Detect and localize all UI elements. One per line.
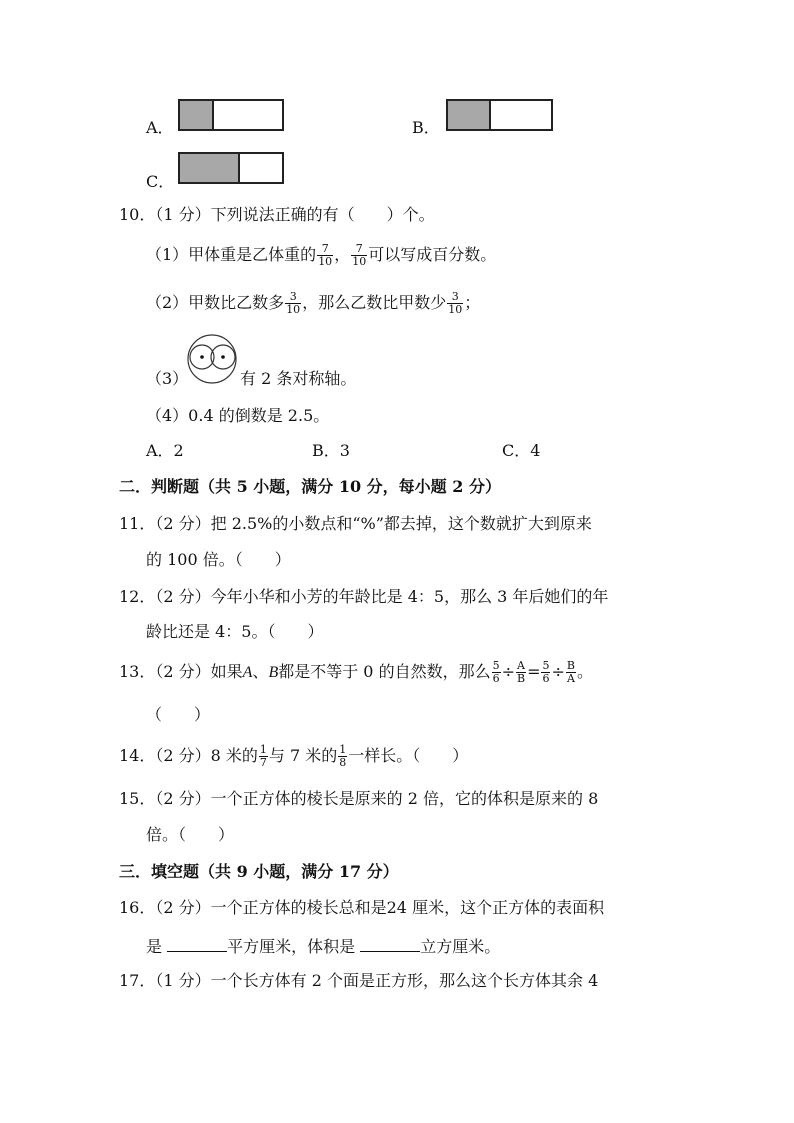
- fraction: [566, 660, 576, 685]
- q10-s2-text: （2）甲数比乙数多: [146, 293, 285, 312]
- q13-text: 13．（2 分）如果: [119, 662, 243, 681]
- option-a-shaded-part: [180, 101, 214, 129]
- q15-line-2: 倍。（ ）: [146, 825, 235, 844]
- fraction-numerator: 7: [355, 242, 363, 255]
- q14-line: [119, 744, 468, 769]
- q16-line-1: 16．（2 分）一个正方体的棱长总和是24 厘米，这个正方体的表面积: [119, 898, 605, 917]
- q14-end: 一样长。（ ）: [348, 746, 469, 765]
- q14-text: 14．（2 分）8 米的: [119, 746, 258, 765]
- q13-mid: 都是不等于 0 的自然数，那么: [278, 662, 491, 681]
- section-2-heading: 二．判断题（共 5 小题，满分 10 分，每小题 2 分）: [119, 477, 501, 496]
- divide-sign: ÷: [551, 662, 565, 681]
- q13-sep: 、: [252, 662, 269, 681]
- fraction-denominator: 10: [352, 255, 367, 268]
- option-b-shaded-part: [448, 101, 491, 129]
- option-a-label: A．: [146, 118, 174, 137]
- fraction-denominator: 7: [259, 756, 267, 769]
- option-b-label: B．: [412, 118, 440, 137]
- section-3-heading: 三．填空题（共 9 小题，满分 17 分）: [119, 862, 399, 881]
- q13-line-2: （ ）: [146, 705, 211, 724]
- q12-line-1: 12．（2 分）今年小华和小芳的年龄比是 4：5，那么 3 年后她们的年: [119, 587, 609, 606]
- q10-option-b: B．3: [312, 441, 350, 460]
- fraction-denominator: 6: [492, 672, 500, 685]
- option-a-bar: [178, 99, 284, 131]
- fraction-numerator: 5: [542, 659, 550, 672]
- q10-s2-end: ；: [464, 293, 481, 312]
- answer-blank-area[interactable]: [167, 935, 227, 952]
- two-circles-figure: [183, 333, 243, 385]
- fraction-denominator: B: [516, 672, 526, 685]
- q16-text: 是: [146, 937, 168, 956]
- fraction: [516, 660, 526, 685]
- fraction-denominator: 10: [318, 255, 333, 268]
- answer-blank-volume[interactable]: [360, 935, 420, 952]
- q10-stem: 10．（1 分）下列说法正确的有（ ）个。: [119, 205, 435, 224]
- option-c-bar: [178, 152, 284, 184]
- fraction-numerator: 1: [259, 743, 267, 756]
- equals-sign: =: [527, 662, 541, 681]
- var-b: B: [268, 664, 279, 681]
- q10-s2-mid: ，那么乙数比甲数少: [302, 293, 447, 312]
- q10-statement-3-text: 有 2 条对称轴。: [240, 369, 357, 388]
- fraction-numerator: 3: [289, 290, 297, 303]
- q13-end: 。: [576, 662, 593, 681]
- q10-statement-2: [146, 291, 480, 316]
- fraction-denominator: 10: [286, 303, 301, 316]
- fraction-denominator: 8: [339, 756, 347, 769]
- q11-line-1: 11．（2 分）把 2.5%的小数点和“%”都去掉，这个数就扩大到原来: [119, 514, 592, 533]
- fraction-denominator: 6: [542, 672, 550, 685]
- fraction: [317, 243, 333, 268]
- q10-option-c: C．4: [502, 441, 541, 460]
- q10-s1-text: （1）甲体重是乙体重的: [146, 245, 317, 264]
- q10-statement-4: （4）0.4 的倒数是 2.5。: [146, 406, 330, 425]
- q14-mid: 与 7 米的: [268, 746, 338, 765]
- q10-s1-end: 可以写成百分数。: [368, 245, 497, 264]
- fraction-numerator: 1: [339, 743, 347, 756]
- fraction-denominator: 10: [448, 303, 463, 316]
- fraction-numerator: 5: [492, 659, 500, 672]
- option-c-shaded-part: [180, 154, 240, 182]
- fraction-numerator: 7: [321, 242, 329, 255]
- q11-line-2: 的 100 倍。（ ）: [146, 550, 291, 569]
- var-a: A: [242, 664, 253, 681]
- q16-mid: 平方厘米，体积是: [227, 937, 361, 956]
- fraction-numerator: 3: [451, 290, 459, 303]
- divide-sign: ÷: [501, 662, 515, 681]
- fraction: [447, 291, 463, 316]
- fraction: [492, 660, 501, 685]
- fraction: [541, 660, 550, 685]
- fraction-numerator: B: [566, 659, 575, 672]
- q10-statement-1: [146, 243, 496, 268]
- fraction: [351, 243, 367, 268]
- q13-line-1: [119, 660, 593, 685]
- fraction-numerator: A: [517, 659, 525, 672]
- option-b-bar: [446, 99, 553, 131]
- fraction-denominator: A: [566, 672, 575, 685]
- q15-line-1: 15．（2 分）一个正方体的棱长是原来的 2 倍，它的体积是原来的 8: [119, 789, 599, 808]
- q10-option-a: A．2: [146, 441, 184, 460]
- option-c-label: C．: [146, 172, 175, 191]
- q12-line-2: 龄比还是 4：5。（ ）: [146, 622, 324, 641]
- q16-end: 立方厘米。: [420, 937, 501, 956]
- q10-s1-comma: ，: [334, 245, 351, 264]
- fraction: [338, 744, 347, 769]
- q16-line-2: [146, 935, 500, 957]
- fraction: [285, 291, 301, 316]
- q17-line-1: 17．（1 分）一个长方体有 2 个面是正方形，那么这个长方体其余 4: [119, 971, 599, 990]
- q10-statement-3-prefix: （3）: [146, 369, 189, 388]
- fraction: [259, 744, 268, 769]
